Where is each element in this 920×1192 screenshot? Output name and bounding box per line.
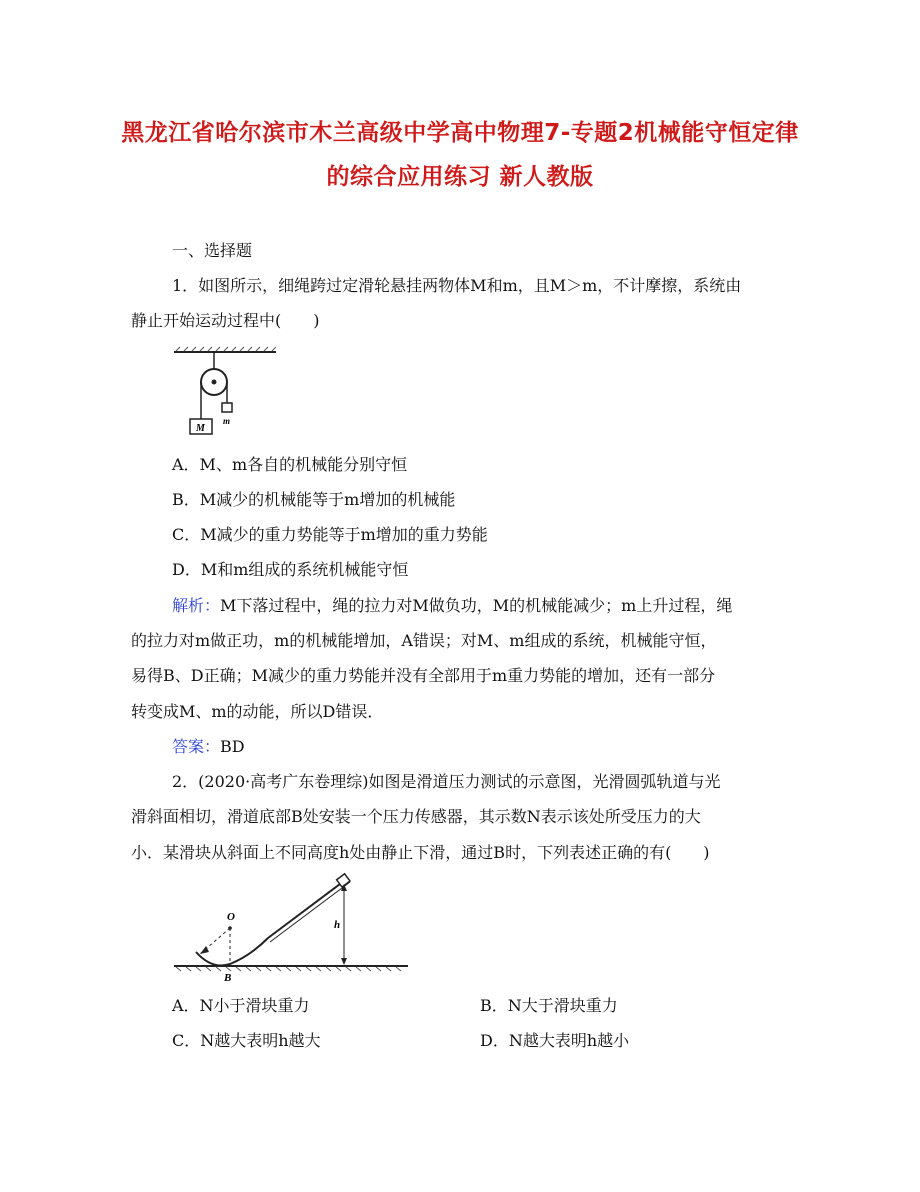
incline-track-inner bbox=[270, 882, 350, 942]
q1-option-c: C．M减少的重力势能等于m增加的重力势能 bbox=[172, 525, 488, 544]
height-arrow-bottom bbox=[341, 958, 347, 965]
label-M: M bbox=[196, 423, 205, 434]
ground-hatching bbox=[176, 967, 401, 971]
q2-option-b: B．N大于滑块重力 bbox=[480, 996, 618, 1015]
q1-stem-line-2: 静止开始运动过程中( ) bbox=[131, 311, 320, 330]
q1-stem-line-1: 1．如图所示，细绳跨过定滑轮悬挂两物体M和m，且M＞m，不计摩擦，系统由 bbox=[172, 276, 742, 295]
q2-option-a: A．N小于滑块重力 bbox=[172, 996, 310, 1015]
q1-option-d: D．M和m组成的系统机械能守恒 bbox=[172, 560, 409, 579]
q1-analysis-line-2: 的拉力对m做正功，m的机械能增加，A错误；对M、m组成的系统，机械能守恒， bbox=[131, 631, 717, 650]
document-title-line-2: 的综合应用练习 新人教版 bbox=[326, 164, 594, 190]
label-m: m bbox=[223, 416, 231, 426]
answer-value: BD bbox=[220, 737, 245, 756]
answer-label: 答案： bbox=[172, 737, 221, 756]
document-title-line-1: 黑龙江省哈尔滨市木兰高级中学高中物理7-专题2机械能守恒定律 bbox=[121, 120, 799, 146]
slide-track-figure bbox=[172, 872, 412, 986]
q1-answer bbox=[172, 737, 245, 757]
q2-stem-line-3: 小．某滑块从斜面上不同高度h处由静止下滑，通过B时，下列表述正确的有( ) bbox=[131, 843, 710, 862]
label-h: h bbox=[334, 919, 341, 931]
ceiling-hatching bbox=[176, 347, 276, 351]
q1-option-b: B．M减少的机械能等于m增加的机械能 bbox=[172, 490, 456, 509]
analysis-label: 解析： bbox=[172, 596, 221, 615]
center-point bbox=[228, 926, 232, 930]
q1-option-a: A．M、m各自的机械能分别守恒 bbox=[172, 455, 408, 474]
block-small-m bbox=[222, 403, 232, 412]
pulley-figure bbox=[172, 344, 282, 440]
label-O: O bbox=[227, 911, 235, 923]
q2-option-c: C．N越大表明h越大 bbox=[172, 1031, 321, 1050]
analysis-text: M下落过程中，绳的拉力对M做负功，M的机械能减少；m上升过程，绳 bbox=[220, 596, 733, 615]
q2-stem-line-1: 2．(2020·高考广东卷理综)如图是滑道压力测试的示意图，光滑圆弧轨道与光 bbox=[172, 772, 721, 791]
q1-analysis-line-4: 转变成M、m的动能，所以D错误． bbox=[131, 702, 384, 721]
q2-stem-line-2: 滑斜面相切，滑道底部B处安装一个压力传感器，其示数N表示该处所受压力的大 bbox=[131, 807, 701, 826]
pulley-axle bbox=[212, 380, 217, 385]
radius-arrowhead bbox=[200, 946, 209, 954]
q1-analysis-line-3: 易得B、D正确；M减少的重力势能并没有全部用于m重力势能的增加，还有一部分 bbox=[131, 666, 716, 685]
q1-analysis-line-1 bbox=[172, 596, 732, 616]
label-B: B bbox=[224, 972, 232, 984]
q2-option-d: D．N越大表明h越小 bbox=[480, 1031, 630, 1050]
section-heading: 一、选择题 bbox=[172, 241, 253, 260]
